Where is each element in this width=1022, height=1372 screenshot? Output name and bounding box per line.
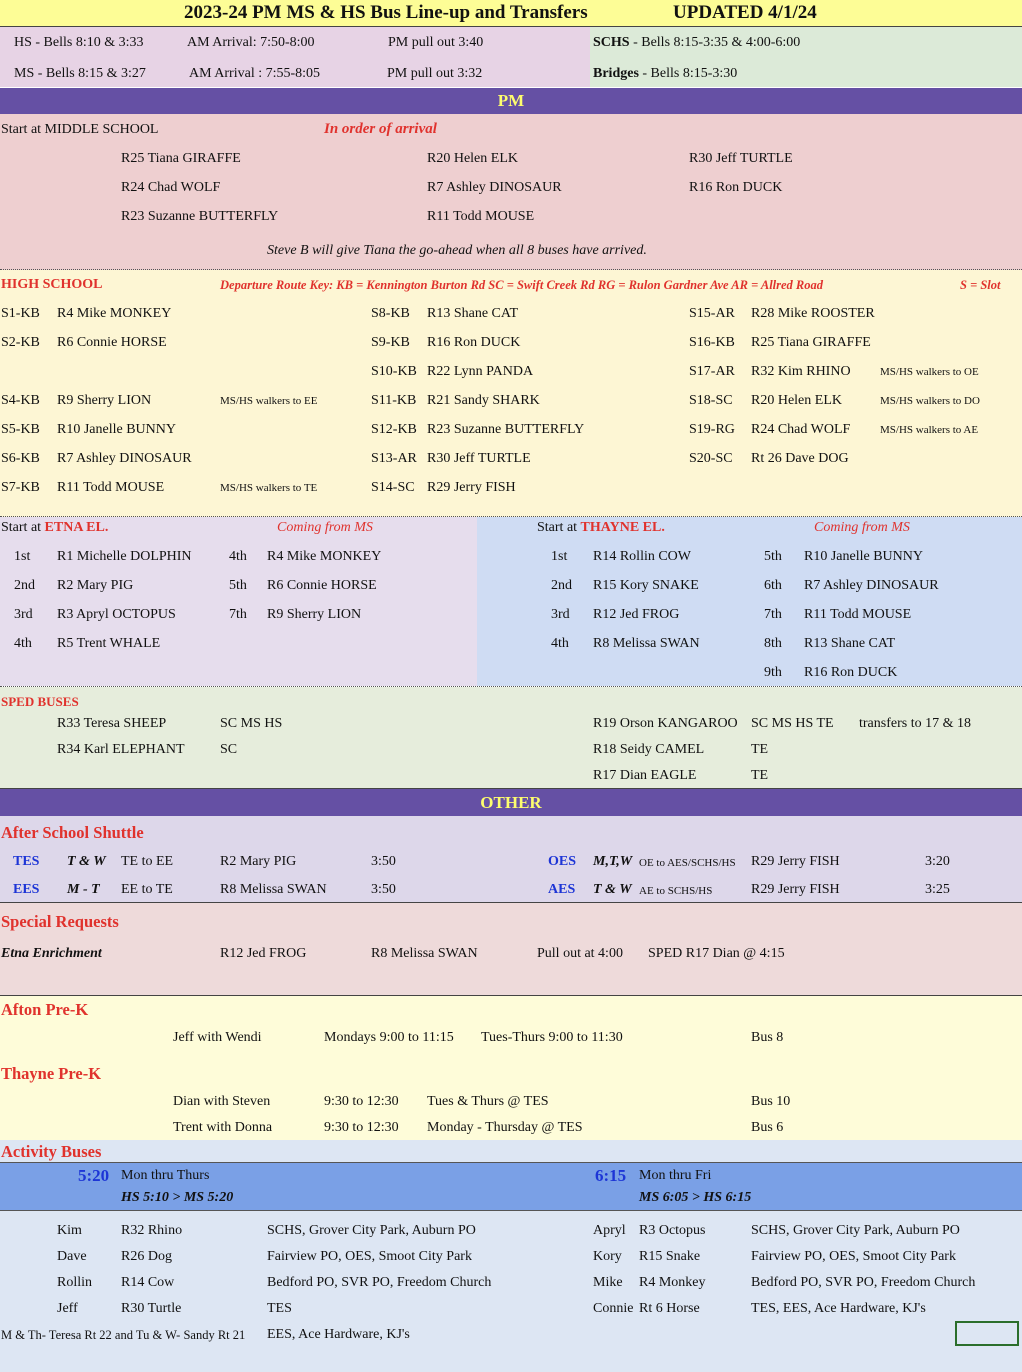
arrival-order: 7th [764, 607, 782, 622]
activity-driver: Dave [57, 1249, 87, 1264]
prek-section [0, 996, 1022, 1140]
enrichment-bus: R8 Melissa SWAN [371, 946, 478, 961]
activity-driver: Connie [593, 1301, 634, 1316]
shuttle-route: OE to AES/SCHS/HS [639, 857, 736, 869]
prek-time: 9:30 to 12:30 [324, 1120, 399, 1135]
shuttle-route: AE to SCHS/HS [639, 885, 713, 897]
ms-bus: R20 Helen ELK [427, 151, 518, 166]
hs-bus: R32 Kim RHINO [751, 364, 851, 379]
shuttle-school: TES [13, 854, 40, 869]
hs-section [0, 270, 1022, 517]
ms-bus: R7 Ashley DINOSAUR [427, 180, 562, 195]
activity-stops: TES, EES, Ace Hardware, KJ's [751, 1301, 926, 1316]
afton-who: Jeff with Wendi [173, 1030, 262, 1045]
activity-driver: Kory [593, 1249, 622, 1264]
hs-slot: S1-KB [1, 306, 40, 321]
activity-bus: R26 Dog [121, 1249, 172, 1264]
activity-bus: R32 Rhino [121, 1223, 183, 1238]
ms-bells: MS - Bells 8:15 & 3:27 [14, 66, 146, 81]
hs-bus: R9 Sherry LION [57, 393, 152, 408]
sped-bus: R17 Dian EAGLE [593, 768, 697, 783]
activity-stops: SCHS, Grover City Park, Auburn PO [751, 1223, 960, 1238]
shuttle-bus: R29 Jerry FISH [751, 882, 840, 897]
afton-tues: Tues-Thurs 9:00 to 11:30 [481, 1030, 623, 1045]
activity-bus: R3 Octopus [639, 1223, 706, 1238]
activity-bus: Rt 6 Horse [639, 1301, 700, 1316]
hs-slot: S2-KB [1, 335, 40, 350]
etna-start: Start at ETNA EL. [1, 520, 109, 535]
elementary-bus: R15 Kory SNAKE [593, 578, 699, 593]
sped-bus: R33 Teresa SHEEP [57, 716, 167, 731]
elementary-bus: R8 Melissa SWAN [593, 636, 700, 651]
elementary-bus: R3 Apryl OCTOPUS [57, 607, 176, 622]
hs-bus: R13 Shane CAT [427, 306, 518, 321]
activity-label: Activity Buses [1, 1142, 102, 1161]
activity-schedule: HS 5:10 > MS 5:20 [121, 1190, 234, 1205]
ms-start: Start at MIDDLE SCHOOL [1, 122, 159, 137]
arrival-order: 1st [551, 549, 568, 564]
shuttle-route: EE to TE [121, 882, 173, 897]
arrival-order: 4th [551, 636, 569, 651]
activity-schedule: MS 6:05 > HS 6:15 [639, 1190, 752, 1205]
selected-cell[interactable] [955, 1321, 1019, 1346]
arrival-order: 5th [764, 549, 782, 564]
hs-bus: R16 Ron DUCK [427, 335, 521, 350]
activity-stops: SCHS, Grover City Park, Auburn PO [267, 1223, 476, 1238]
elementary-bus: R13 Shane CAT [804, 636, 895, 651]
hs-slot: S4-KB [1, 393, 40, 408]
slot-key: S = Slot [960, 278, 1001, 292]
hs-walker-note: MS/HS walkers to EE [220, 395, 318, 407]
hs-bus: R25 Tiana GIRAFFE [751, 335, 871, 350]
elementary-bus: R2 Mary PIG [57, 578, 134, 593]
ms-bus: R24 Chad WOLF [121, 180, 221, 195]
arrival-order: 4th [14, 636, 32, 651]
thayne-start: Start at THAYNE EL. [537, 520, 665, 535]
hs-slot: S11-KB [371, 393, 417, 408]
elementary-bus: R1 Michelle DOLPHIN [57, 549, 192, 564]
prek-who: Trent with Donna [173, 1120, 273, 1135]
arrival-order: 6th [764, 578, 782, 593]
hs-bus: R20 Helen ELK [751, 393, 842, 408]
elementary-bus: R4 Mike MONKEY [267, 549, 382, 564]
activity-bus: R30 Turtle [121, 1301, 182, 1316]
hs-slot: S5-KB [1, 422, 40, 437]
enrichment-bus: R12 Jed FROG [220, 946, 307, 961]
arrival-order: 1st [14, 549, 31, 564]
hs-bus: R21 Sandy SHARK [427, 393, 540, 408]
ms-bus: R11 Todd MOUSE [427, 209, 535, 224]
hs-bus: R28 Mike ROOSTER [751, 306, 875, 321]
activity-bus: R4 Monkey [639, 1275, 706, 1290]
hs-slot: S7-KB [1, 480, 40, 495]
arrival-order: 3rd [14, 607, 33, 622]
hs-bus: R10 Janelle BUNNY [57, 422, 176, 437]
arrival-order: 9th [764, 665, 782, 680]
arrival-order: 8th [764, 636, 782, 651]
other-header [0, 789, 1022, 816]
prek-bus: Bus 6 [751, 1120, 784, 1135]
shuttle-school: EES [13, 882, 40, 897]
hs-slot: S19-RG [689, 422, 735, 437]
hs-slot: S13-AR [371, 451, 417, 466]
elementary-bus: R9 Sherry LION [267, 607, 362, 622]
ms-order-note: In order of arrival [324, 121, 437, 137]
arrival-order: 4th [229, 549, 247, 564]
hs-slot: S8-KB [371, 306, 410, 321]
updated-date: UPDATED 4/1/24 [673, 2, 817, 23]
sped-route: TE [751, 742, 769, 757]
hs-bus: R6 Connie HORSE [57, 335, 167, 350]
hs-bus: Rt 26 Dave DOG [751, 451, 849, 466]
activity-days: Mon thru Fri [639, 1168, 712, 1183]
hs-bus: R4 Mike MONKEY [57, 306, 172, 321]
hs-bus: R22 Lynn PANDA [427, 364, 534, 379]
prek-days: Monday - Thursday @ TES [427, 1120, 583, 1135]
prek-who: Dian with Steven [173, 1094, 271, 1109]
page-title: 2023-24 PM MS & HS Bus Line-up and Transfers [184, 2, 588, 23]
hs-label: HIGH SCHOOL [1, 277, 103, 292]
shuttle-days: M,T,W [593, 854, 633, 869]
elementary-bus: R5 Trent WHALE [57, 636, 161, 651]
afton-label: Afton Pre-K [1, 1000, 89, 1019]
hs-slot: S6-KB [1, 451, 40, 466]
afton-bus: Bus 8 [751, 1030, 784, 1045]
activity-stops: Fairview PO, OES, Smoot City Park [267, 1249, 472, 1264]
hs-bus: R23 Suzanne BUTTERFLY [427, 422, 585, 437]
elementary-bus: R11 Todd MOUSE [804, 607, 912, 622]
activity-bus: R14 Cow [121, 1275, 175, 1290]
activity-bus: R15 Snake [639, 1249, 701, 1264]
ms-bus: R16 Ron DUCK [689, 180, 783, 195]
enrichment-pullout: Pull out at 4:00 [537, 946, 623, 961]
arrival-order: 2nd [14, 578, 35, 593]
hs-slot: S15-AR [689, 306, 735, 321]
activity-footer: M & Th- Teresa Rt 22 and Tu & W- Sandy Rt 21 [1, 1328, 246, 1342]
activity-driver: Mike [593, 1275, 623, 1290]
afton-mon: Mondays 9:00 to 11:15 [324, 1030, 454, 1045]
thayne-coming: Coming from MS [814, 520, 910, 535]
activity-driver: Jeff [57, 1301, 78, 1316]
sped-bus: R34 Karl ELEPHANT [57, 742, 185, 757]
sped-note: transfers to 17 & 18 [859, 716, 971, 731]
activity-time: 6:15 [595, 1166, 627, 1185]
shuttle-days: M - T [67, 882, 100, 897]
hs-pm-pullout: PM pull out 3:40 [388, 35, 484, 50]
prek-days: Tues & Thurs @ TES [427, 1094, 549, 1109]
pm-header [0, 88, 1022, 114]
activity-driver: Apryl [593, 1223, 626, 1238]
shuttle-days: T & W [593, 882, 632, 897]
activity-stops: Bedford PO, SVR PO, Freedom Church [267, 1275, 492, 1290]
elementary-bus: R10 Janelle BUNNY [804, 549, 923, 564]
sped-label: SPED BUSES [1, 694, 79, 709]
sped-bus: R18 Seidy CAMEL [593, 742, 705, 757]
special-section [0, 903, 1022, 996]
ms-bus: R30 Jeff TURTLE [689, 151, 793, 166]
sped-route: SC [220, 742, 238, 757]
hs-bus: R24 Chad WOLF [751, 422, 851, 437]
ms-bus: R25 Tiana GIRAFFE [121, 151, 241, 166]
special-label: Special Requests [1, 912, 119, 931]
elementary-bus: R16 Ron DUCK [804, 665, 898, 680]
shuttle-school: AES [548, 882, 576, 897]
arrival-order: 7th [229, 607, 247, 622]
hs-bells: HS - Bells 8:10 & 3:33 [14, 35, 144, 50]
shuttle-route: TE to EE [121, 854, 174, 869]
ms-pm-pullout: PM pull out 3:32 [387, 66, 483, 81]
hs-slot: S10-KB [371, 364, 417, 379]
hs-am-arrival: AM Arrival: 7:50-8:00 [187, 35, 315, 50]
elementary-bus: R14 Rollin COW [593, 549, 692, 564]
hs-walker-note: MS/HS walkers to TE [220, 482, 318, 494]
etna-coming: Coming from MS [277, 520, 373, 535]
shuttle-time: 3:20 [925, 854, 950, 869]
hs-bus: R30 Jeff TURTLE [427, 451, 531, 466]
ms-note: Steve B will give Tiana the go-ahead when all 8 buses have arrived. [267, 243, 647, 258]
shuttle-bus: R8 Melissa SWAN [220, 882, 327, 897]
shuttle-days: T & W [67, 854, 106, 869]
sped-bus: R19 Orson KANGAROO [593, 716, 738, 731]
prek-time: 9:30 to 12:30 [324, 1094, 399, 1109]
activity-section [0, 1140, 1022, 1372]
shuttle-bus: R2 Mary PIG [220, 854, 297, 869]
shuttle-time: 3:50 [371, 882, 396, 897]
hs-slot: S9-KB [371, 335, 410, 350]
enrichment-label: Etna Enrichment [1, 946, 102, 961]
hs-slot: S18-SC [689, 393, 733, 408]
sped-route: TE [751, 768, 769, 783]
hs-bus: R11 Todd MOUSE [57, 480, 165, 495]
activity-stops: Fairview PO, OES, Smoot City Park [751, 1249, 956, 1264]
activity-time: 5:20 [78, 1166, 110, 1185]
shuttle-time: 3:50 [371, 854, 396, 869]
pm-header-label: PM [497, 91, 525, 110]
sped-section [0, 687, 1022, 789]
activity-stops: TES [267, 1301, 292, 1316]
hs-walker-note: MS/HS walkers to DO [880, 395, 980, 407]
shuttle-bus: R29 Jerry FISH [751, 854, 840, 869]
enrichment-sped: SPED R17 Dian @ 4:15 [648, 946, 785, 961]
elementary-section [0, 517, 1022, 687]
shuttle-section [0, 816, 1022, 903]
title-bar [0, 0, 1022, 27]
route-key: Departure Route Key: KB = Kennington Burton Rd SC = Swift Creek Rd RG = Rulon Gardner Ave AR = Allred Road [220, 278, 824, 292]
prek-bus: Bus 10 [751, 1094, 791, 1109]
hs-bus: R7 Ashley DINOSAUR [57, 451, 192, 466]
hs-walker-note: MS/HS walkers to AE [880, 424, 979, 436]
shuttle-label: After School Shuttle [1, 823, 144, 842]
activity-driver: Kim [57, 1223, 82, 1238]
hs-walker-note: MS/HS walkers to OE [880, 366, 979, 378]
hs-slot: S14-SC [371, 480, 415, 495]
elementary-bus: R7 Ashley DINOSAUR [804, 578, 939, 593]
sped-route: SC MS HS TE [751, 716, 834, 731]
arrival-order: 2nd [551, 578, 572, 593]
thayne-prek-label: Thayne Pre-K [1, 1064, 102, 1083]
sped-route: SC MS HS [220, 716, 283, 731]
ms-section [0, 114, 1022, 270]
other-header-label: OTHER [480, 793, 542, 812]
hs-slot: S16-KB [689, 335, 735, 350]
activity-driver: Rollin [57, 1275, 93, 1290]
activity-stops: Bedford PO, SVR PO, Freedom Church [751, 1275, 976, 1290]
bridges-bells: Bridges - Bells 8:15-3:30 [593, 66, 738, 81]
ms-am-arrival: AM Arrival : 7:55-8:05 [189, 66, 321, 81]
activity-time-bar [0, 1162, 1022, 1211]
schs-bells: SCHS - Bells 8:15-3:35 & 4:00-6:00 [593, 35, 801, 50]
activity-days: Mon thru Thurs [121, 1168, 210, 1183]
bells-section [0, 27, 1022, 87]
elementary-bus: R6 Connie HORSE [267, 578, 377, 593]
ms-bus: R23 Suzanne BUTTERFLY [121, 209, 279, 224]
arrival-order: 5th [229, 578, 247, 593]
shuttle-school: OES [548, 854, 577, 869]
hs-slot: S17-AR [689, 364, 735, 379]
shuttle-time: 3:25 [925, 882, 950, 897]
activity-footer-stops: EES, Ace Hardware, KJ's [267, 1327, 410, 1342]
arrival-order: 3rd [551, 607, 570, 622]
elementary-bus: R12 Jed FROG [593, 607, 680, 622]
hs-slot: S20-SC [689, 451, 733, 466]
hs-bus: R29 Jerry FISH [427, 480, 516, 495]
hs-slot: S12-KB [371, 422, 417, 437]
